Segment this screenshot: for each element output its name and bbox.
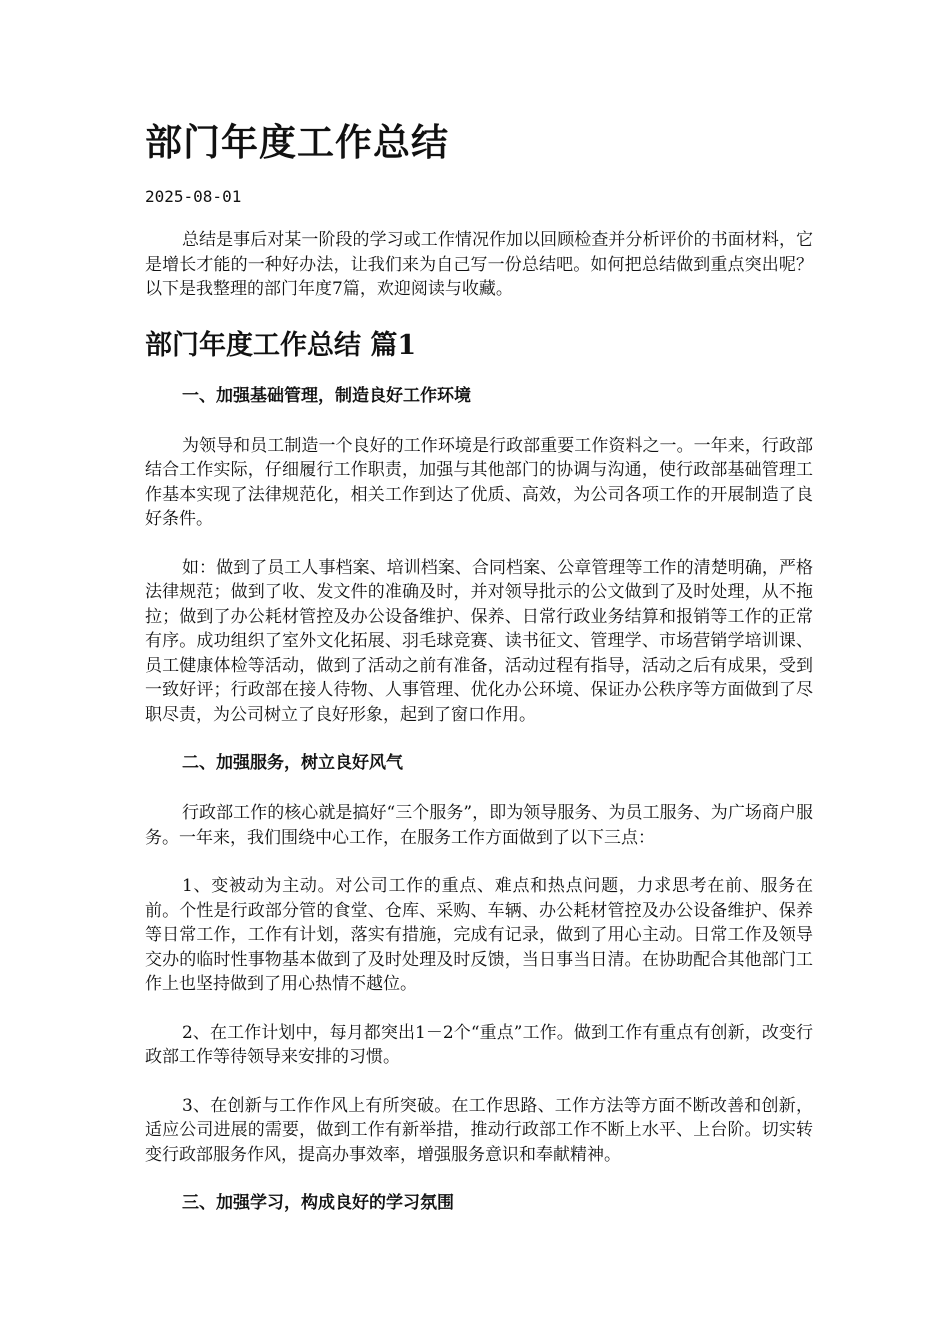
sub-heading-service: 二、加强服务，树立良好风气	[182, 753, 403, 773]
paragraph: 2、在工作计划中，每月都突出1－2个“重点”工作。做到工作有重点有创新，改变行政部工作等待领导来安排的习惯。	[145, 1022, 813, 1067]
sub-heading-learning: 三、加强学习，构成良好的学习氛围	[182, 1193, 454, 1213]
paragraph: 为领导和员工制造一个良好的工作环境是行政部重要工作资料之一。一年来，行政部结合工作实际，仔细履行工作职责，加强与其他部门的协调与沟通，使行政部基础管理工作基本实现了法律规范化，相关工作到达了优质、高效，为公司各项工作的开展制造了良好条件。	[145, 435, 813, 529]
document-title: 部门年度工作总结	[145, 120, 449, 164]
paragraph: 1、变被动为主动。对公司工作的重点、难点和热点问题，力求思考在前、服务在前。个性是行政部分管的食堂、仓库、采购、车辆、办公耗材管控及办公设备维护、保养等日常工作，工作有计划，落实有措施，完成有记录，做到了用心主动。日常工作及领导交办的临时性事物基本做到了及时处理及时反馈，当日事当日清。在协助配合其他部门工作上也坚持做到了用心热情不越位。	[145, 876, 813, 994]
document-page	[145, 112, 813, 1241]
paragraph: 行政部工作的核心就是搞好“三个服务”，即为领导服务、为员工服务、为广场商户服务。一年来，我们围绕中心工作，在服务工作方面做到了以下三点：	[145, 803, 813, 848]
paragraph: 3、在创新与工作作风上有所突破。在工作思路、工作方法等方面不断改善和创新，适应公司进展的需要，做到工作有新举措，推动行政部工作不断上水平、上台阶。切实转变行政部服务作风，提高办事效率，增强服务意识和奉献精神。	[145, 1095, 813, 1165]
section-heading: 部门年度工作总结 篇1	[145, 329, 417, 361]
sub-heading-basic-management: 一、加强基础管理，制造良好工作环境	[182, 385, 471, 406]
intro-paragraph: 总结是事后对某一阶段的学习或工作情况作加以回顾检查并分析评价的书面材料，它是增长才能的一种好办法，让我们来为自己写一份总结吧。如何把总结做到重点突出呢？以下是我整理的部门年度7篇，欢迎阅读与收藏。	[145, 230, 813, 299]
document-date: 2025-08-01	[145, 187, 242, 206]
paragraph: 如：做到了员工人事档案、培训档案、合同档案、公章管理等工作的清楚明确，严格法律规范；做到了收、发文件的准确及时，并对领导批示的公文做到了及时处理，从不拖拉；做到了办公耗材管控及办公设备维护、保养、日常行政业务结算和报销等工作的正常有序。成功组织了室外文化拓展、羽毛球竞赛、读书征文、管理学、市场营销学培训课、员工健康体检等活动，做到了活动之前有准备，活动过程有指导，活动之后有成果，受到一致好评；行政部在接人待物、人事管理、优化办公环境、保证办公秩序等方面做到了尽职尽责，为公司树立了良好形象，起到了窗口作用。	[145, 557, 813, 725]
